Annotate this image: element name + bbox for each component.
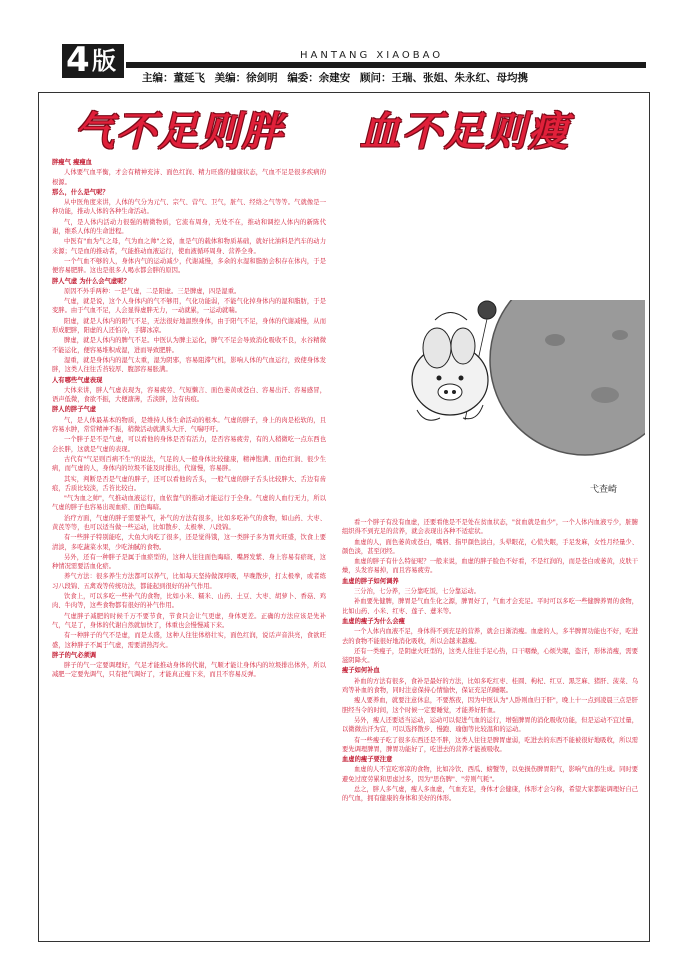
moon-shape bbox=[490, 300, 645, 455]
article-paragraph: 饮食上，可以多吃一些补气的食物，比如小米、糯米、山药、土豆、大枣、胡萝卜、香菇、鸡肉、牛肉等，这些食物都有很好的补气作用。 bbox=[52, 593, 326, 610]
article-paragraph: "气为血之帅"，气推动血液运行，血依靠气的推动才能运行于全身。气虚的人血行无力，所以气虚的胖子也容易出现血瘀、面色晦暗。 bbox=[52, 495, 326, 512]
article-subheading: 血虚的瘦子要注意 bbox=[342, 756, 393, 764]
article-paragraph: 补血的方法有很多，食补是最好的方法，比如多吃红枣、桂圆、枸杞、红豆、黑芝麻、猪肝、菠菜、乌鸡等补血的食物，同时注意保持心情愉快，保证充足的睡眠。 bbox=[342, 677, 638, 695]
headline-left: 气不足则胖 bbox=[74, 109, 284, 155]
article-paragraph: 补血要先健脾，脾胃是气血生化之源，脾胃好了，气血才会充足。平时可以多吃一些健脾养胃的食物，比如山药、小米、红枣、莲子、薏米等。 bbox=[342, 598, 638, 615]
page-number-badge bbox=[62, 40, 124, 80]
article-paragraph: 阳虚，就是人体内的阳气不足，无法很好地温煦身体，由于阳气不足，身体的代谢减慢，从而形成肥胖，阳虚的人还怕冷，手脚冰凉。 bbox=[52, 317, 326, 335]
article-subheading: 血虚的瘦子为什么会瘦 bbox=[342, 617, 405, 625]
article-paragraph: 有一些胖子特别能吃，大鱼大肉吃了很多，还是觉得饿，这一类胖子多为胃火旺盛，饮食上要清淡，多吃蔬菜水果，少吃油腻的食物。 bbox=[52, 534, 326, 551]
article-paragraph: 脾虚，就是人体内的脾气不足。中医认为脾主运化，脾气不足会导致消化吸收不良，水谷精微不能运化，便容易堆积成湿，进而导致肥胖。 bbox=[52, 337, 326, 354]
article-paragraph: 气虚，就是说，这个人身体内的气不够用，气化功能弱，不能气化掉身体内的湿和脂肪，于是变胖。由于气血不足，人会显得虚胖无力，一动就累，一运动就喘。 bbox=[52, 298, 326, 315]
article-subheading: 胖瘦气 瘦瘦血 bbox=[52, 159, 92, 166]
article-paragraph: 气虚胖子减肥的时候千万不要节食，节食只会让气更虚，身体更差。正确的方法应该是先补气，气足了，身体的代谢自然就加快了，体重也会慢慢减下来。 bbox=[52, 612, 326, 629]
article-paragraph: 血虚的人不宜吃寒凉的食物，比如冷饮、西瓜、螃蟹等，以免损伤脾胃阳气，影响气血的生成。同时要避免过度劳累和思虑过多，因为"思伤脾"、"劳则气耗"。 bbox=[342, 766, 638, 783]
article-paragraph: 血虚的胖子有什么特征呢？一般来说，血虚的胖子脸色不好看，不是红润的，而是苍白或萎黄，皮肤干燥，头发容易掉，而且容易疲劳。 bbox=[342, 558, 638, 575]
article-paragraph: 古代有"气足则百病不生"的说法，气足的人一般身体比较健康，精神饱满、面色红润、很少生病，而气虚的人，身体内的垃圾不能及时排出，代谢慢，容易胖。 bbox=[52, 455, 326, 473]
article-paragraph: 胖子的气一定要调理好，气足才能推动身体的代谢，气顺才能让身体内的垃圾排出体外，所以减肥一定要先调气，只有把气调好了，才能真正瘦下来，而且不容易反弹。 bbox=[52, 662, 326, 679]
article-paragraph: 湿重，就是身体内的湿气太重，湿为阴邪，容易阻滞气机，影响人体的气血运行，致使身体发胖，这类人往往舌苔较厚、腹部容易胀满。 bbox=[52, 356, 326, 374]
page-suffix: 版 bbox=[92, 47, 116, 75]
article-paragraph: 中医有"血为气之母，气为血之帅"之说，血是气的载体和物质基础，就好比油料是汽车的动力来源；气是血的推动者，气能推动血液运行，使血液循环周身、营养全身。 bbox=[52, 238, 326, 255]
article-paragraph: 三分治，七分养，三分靠吃饭，七分靠运动。 bbox=[354, 588, 480, 596]
article-paragraph: 从中医角度来讲，人体的气分为元气、宗气、营气、卫气，脏气、经络之气等等。气就像是一种功能，推动人体的各种生命活动。 bbox=[52, 199, 326, 216]
staff-board: 编委：余建安 bbox=[287, 72, 351, 84]
article-subheading: 胖人气虚 为什么会气虚呢？ bbox=[52, 277, 130, 285]
article-paragraph: 大体来讲，胖人气虚表现为，容易疲劳、气短懒言、面色萎黄或苍白、容易出汗、容易感冒，语声低微，食欲不振，大便溏薄，舌淡胖，边有齿痕。 bbox=[52, 386, 326, 404]
page-number: 4 bbox=[66, 40, 90, 80]
article-paragraph: 另外，瘦人还要适当运动，运动可以促进气血的运行，增强脾胃的消化吸收功能，但是运动不宜过量，以微微出汗为宜，可以选择散步、慢跑、瑜伽等比较温和的运动。 bbox=[342, 716, 638, 734]
article-paragraph: 养气方法：很多养生方法都可以养气，比如每天坚持做深呼吸，早晚散步，打太极拳，或者练习八段锦、五禽戏等传统功法，都能起到很好的补气作用。 bbox=[52, 573, 326, 590]
article-paragraph: 另外，还有一种胖子是属于血瘀型的，这种人往往面色晦暗、嘴唇发紫、身上容易有瘀斑，这种情况需要活血化瘀。 bbox=[52, 553, 326, 571]
article-subheading: 血虚的胖子如何调养 bbox=[342, 577, 399, 585]
article-subheading: 胖人的胖子气虚 bbox=[52, 406, 97, 414]
article-paragraph: 看一个胖子有没有血虚，还要看他是不是处在贫血状态，"贫血就是血少"，一个人体内血液亏少，脏腑组织得不到充足的营养，就会表现出各种不适症状。 bbox=[342, 519, 638, 536]
article-paragraph: 其实，判断是否是气虚的胖子，还可以看他的舌头，一般气虚的胖子舌头比较胖大、舌边有齿痕，舌质比较淡，舌苔比较白。 bbox=[52, 475, 326, 492]
staff-credits bbox=[142, 70, 534, 85]
article-column-left bbox=[52, 158, 326, 930]
article-paragraph: 有一些瘦子吃了很多东西还是不胖，这类人往往是脾胃虚弱，吃进去的东西不能被很好地吸收，所以需要先调理脾胃，脾胃功能好了，吃进去的营养才能被吸收。 bbox=[342, 736, 638, 753]
article-subheading: 瘦子如何补血 bbox=[342, 667, 380, 675]
article-paragraph: 有一种胖子的气不是虚，而是太盛，这种人往往体格壮实，面色红润，说话声音洪亮，食欲旺盛，这种胖子不属于气虚，需要清热泻火。 bbox=[52, 632, 326, 649]
headline-right: 血不足则瘦 bbox=[360, 109, 570, 155]
staff-art-editor: 美编：徐剑明 bbox=[214, 72, 278, 84]
article-column-right bbox=[342, 518, 638, 930]
article-paragraph: 还有一类瘦子，是阴虚火旺型的，这类人往往手足心热，口干咽燥，心烦失眠，盗汗，形体消瘦，需要滋阴降火。 bbox=[342, 647, 638, 665]
article-paragraph: 总之，胖人多气虚，瘦人多血虚，气血充足，身体才会健康，体形才会匀称，希望大家都能调理好自己的气血，拥有健康的身体和美好的体形。 bbox=[342, 786, 638, 803]
article-paragraph: 一个胖子是不是气虚，可以看他的身体是否有活力，是否容易疲劳，有的人稍微吃一点东西也会长胖，这就是气虚的表现。 bbox=[52, 436, 326, 453]
staff-advisors: 顾问：王瑞、张姐、朱永红、母均携 bbox=[359, 72, 528, 84]
article-paragraph: 一个人体内血液不足，身体得不到充足的营养，就会日渐消瘦。血虚的人，多半脾胃功能也不好，吃进去的食物不能很好地消化吸收，所以会越来越瘦。 bbox=[342, 628, 638, 645]
masthead-pinyin: HANTANG XIAOBAO bbox=[300, 50, 444, 61]
article-paragraph: 原因不外乎两种：一是气虚，二是阳虚。三是脾虚，四是湿重。 bbox=[64, 287, 241, 295]
article-paragraph: 治疗方面，气虚的胖子需要补气，补气的方法有很多，比如多吃补气的食物，如山药、大枣、黄芪等等，也可以适当做一些运动，比如散步、太极拳、八段锦。 bbox=[52, 514, 326, 531]
staff-editor: 主编：董延飞 bbox=[142, 72, 205, 84]
article-paragraph: 瘦人要养血，就要注意休息，不要熬夜，因为中医认为"人卧则血归于肝"，晚上十一点到凌晨三点是肝胆经当令的时间，这个时候一定要睡觉，才能养好肝血。 bbox=[342, 697, 638, 714]
masthead-rule bbox=[126, 62, 646, 68]
article-subheading: 那么，什么是气呢？ bbox=[52, 188, 109, 196]
article-subheading: 胖子的气必须调 bbox=[52, 651, 97, 659]
article-paragraph: 气，是人体最基本的物质，是维持人体生命活动的根本。气虚的胖子，身上的肉是松软的，且容易水肿，常常精神不振，稍微活动就满头大汗、气喘吁吁。 bbox=[52, 416, 326, 434]
illustration-caption: 弋查崎 bbox=[590, 485, 618, 495]
cartoon-illustration bbox=[395, 300, 645, 510]
article-paragraph: 人体要气血平衡，才会有精神充沛、面色红润、精力旺盛的健康状态，气血不足是很多疾病的根源。 bbox=[52, 169, 326, 186]
article-paragraph: 血虚的人，面色萎黄或苍白，嘴唇、指甲颜色淡白，头晕眼花，心慌失眠，手足发麻，女性月经量少、颜色淡，甚至闭经。 bbox=[342, 538, 638, 555]
balloon-shape bbox=[478, 301, 496, 319]
article-paragraph: 气，是人体内活动力很强的精微物质，它流布周身，无处不在，推动和调控人体内的新陈代谢，维系人体的生命进程。 bbox=[52, 218, 326, 236]
article-subheading: 人有哪些气虚表现 bbox=[52, 376, 103, 384]
article-paragraph: 一个气血不够的人，身体内气的运动减少，代谢减慢，多余的水湿和脂肪会积存在体内，于是便容易肥胖。这也是很多人喝水都会胖的原因。 bbox=[52, 257, 326, 275]
